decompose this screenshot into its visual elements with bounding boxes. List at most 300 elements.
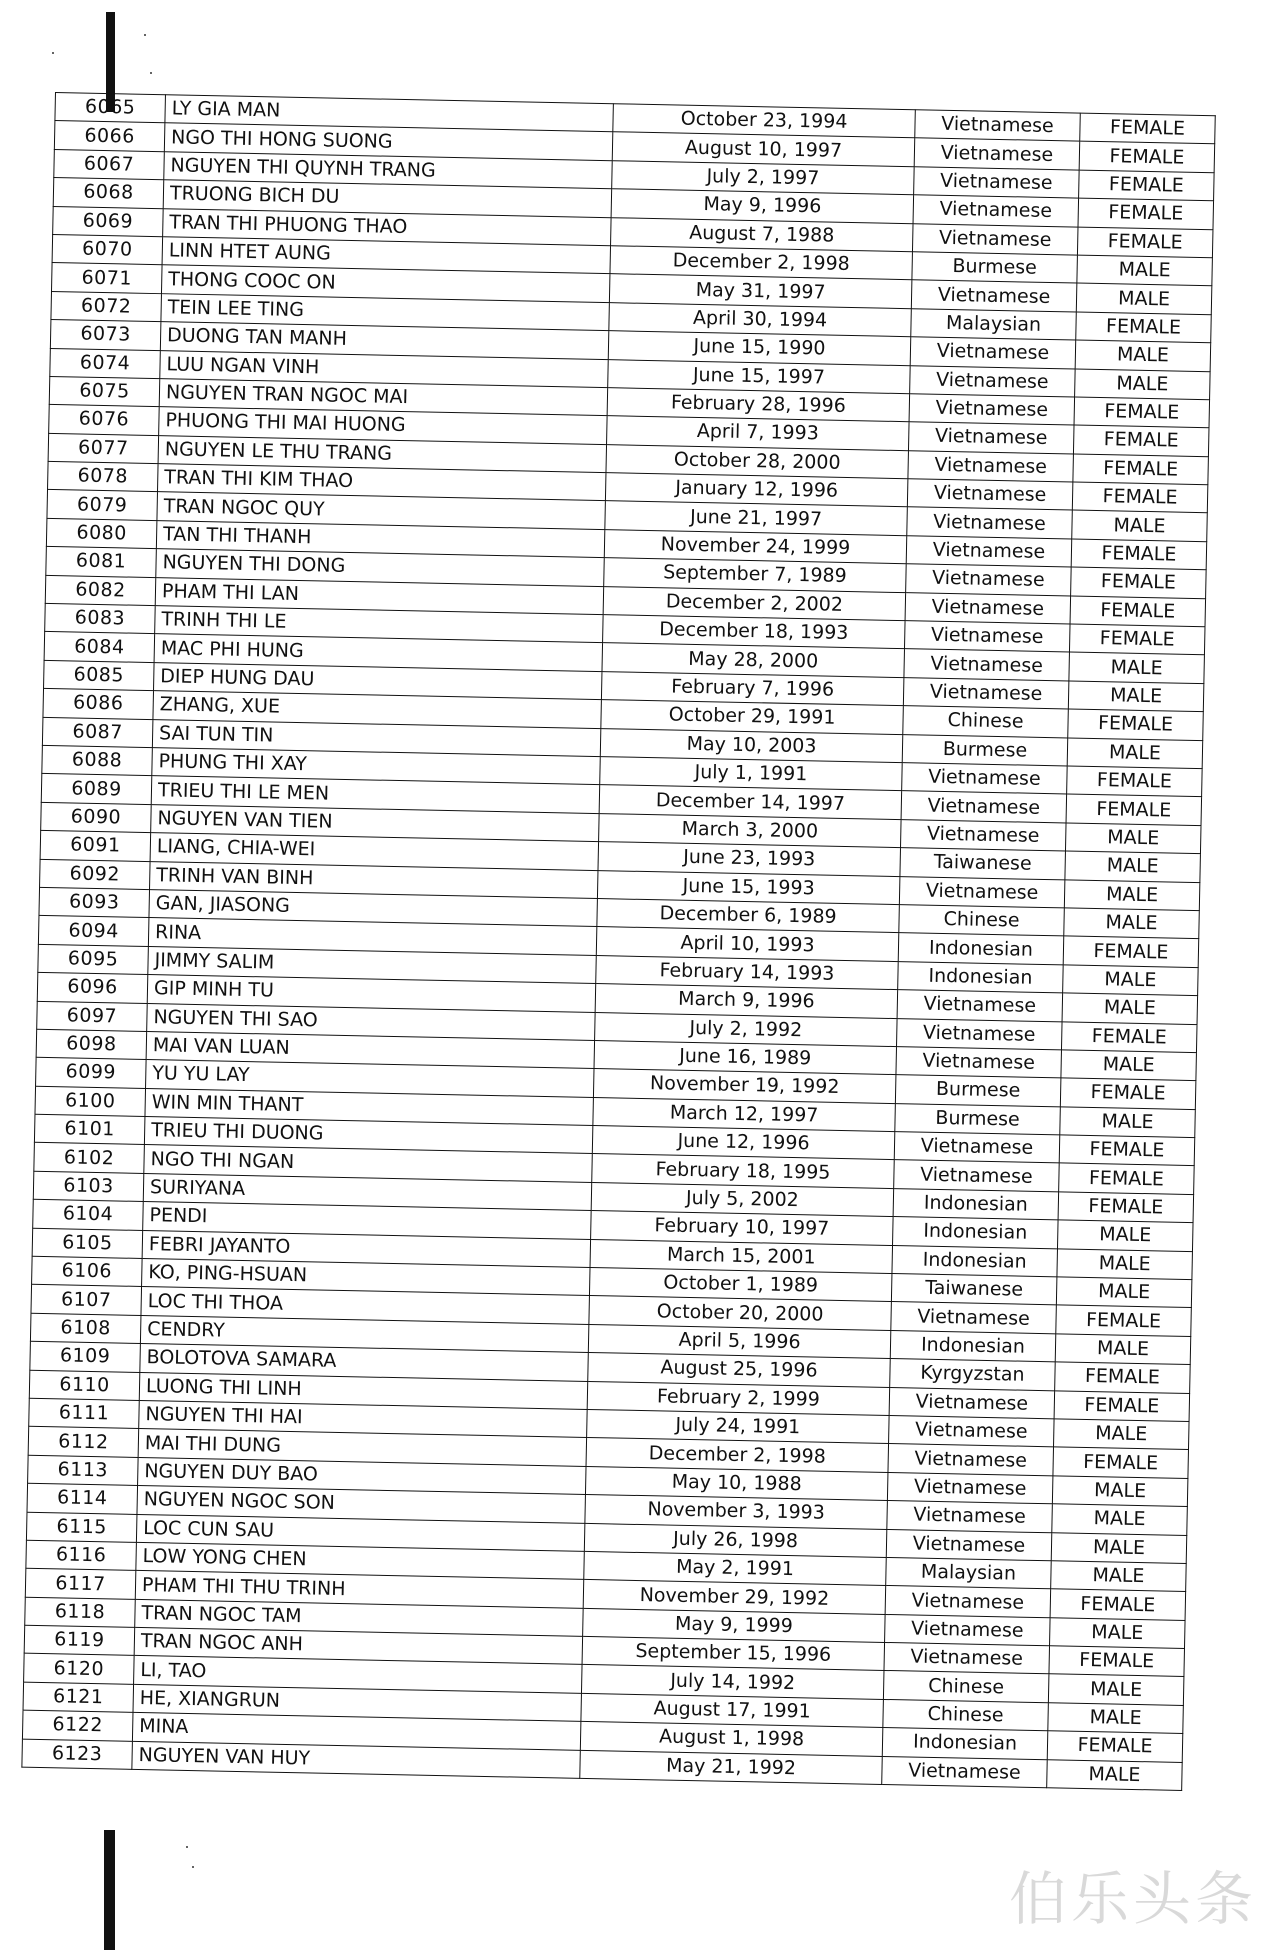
nationality-cell: Chinese: [903, 706, 1069, 738]
sex-cell: MALE: [1062, 993, 1198, 1024]
birth-date-cell: August 1, 1998: [580, 1722, 883, 1756]
person-name-cell: PHAM THI THU TRINH: [135, 1571, 583, 1608]
person-name-cell: TRINH THI LE: [155, 606, 603, 643]
nationality-cell: Indonesian: [898, 961, 1064, 993]
sex-cell: FEMALE: [1047, 1731, 1183, 1762]
sex-cell: FEMALE: [1071, 539, 1207, 570]
person-name-cell: TAN THI THANH: [156, 520, 604, 557]
nationality-cell: Vietnamese: [888, 1444, 1054, 1476]
record-number-cell: 6101: [34, 1114, 145, 1145]
nationality-cell: Vietnamese: [908, 422, 1074, 454]
roster-table-body: [22, 93, 1215, 1791]
birth-date-cell: March 3, 2000: [599, 813, 902, 847]
person-name-cell: NGUYEN VAN TIEN: [151, 804, 599, 841]
record-number-cell: 6110: [29, 1370, 140, 1401]
sex-cell: MALE: [1055, 1334, 1191, 1365]
birth-date-cell: October 29, 1991: [601, 700, 904, 734]
person-name-cell: LUU NGAN VINH: [160, 350, 608, 387]
sex-cell: MALE: [1067, 738, 1203, 769]
person-name-cell: DIEP HUNG DAU: [154, 662, 602, 699]
nationality-cell: Burmese: [912, 252, 1078, 284]
birth-date-cell: November 3, 1993: [585, 1495, 888, 1529]
person-name-cell: TRAN NGOC TAM: [135, 1599, 583, 1636]
birth-date-cell: February 28, 1996: [607, 388, 910, 422]
sex-cell: MALE: [1052, 1476, 1188, 1507]
person-name-cell: TEIN LEE TING: [161, 293, 609, 330]
birth-date-cell: July 26, 1998: [584, 1523, 887, 1557]
person-name-cell: CENDRY: [140, 1315, 588, 1352]
birth-date-cell: December 2, 1998: [610, 246, 913, 280]
nationality-cell: Vietnamese: [886, 1529, 1052, 1561]
nationality-cell: Vietnamese: [904, 649, 1070, 681]
sex-cell: FEMALE: [1068, 709, 1204, 740]
record-number-cell: 6067: [54, 149, 165, 180]
sex-cell: MALE: [1057, 1248, 1193, 1279]
birth-date-cell: November 29, 1992: [583, 1580, 886, 1614]
person-name-cell: NGUYEN THI DONG: [156, 549, 604, 586]
sex-cell: FEMALE: [1053, 1447, 1189, 1478]
record-number-cell: 6073: [50, 320, 161, 351]
sex-cell: FEMALE: [1076, 312, 1212, 343]
record-number-cell: 6071: [52, 263, 163, 294]
person-name-cell: KO, PING-HSUAN: [142, 1258, 590, 1295]
sex-cell: MALE: [1050, 1617, 1186, 1648]
person-name-cell: LOC CUN SAU: [136, 1514, 584, 1551]
record-number-cell: 6095: [38, 944, 149, 975]
birth-date-cell: October 28, 2000: [606, 444, 909, 478]
record-number-cell: 6117: [25, 1569, 136, 1600]
birth-date-cell: July 14, 1992: [581, 1665, 884, 1699]
nationality-cell: Vietnamese: [905, 592, 1071, 624]
sex-cell: FEMALE: [1066, 794, 1202, 825]
nationality-cell: Vietnamese: [906, 536, 1072, 568]
record-number-cell: 6068: [53, 178, 164, 209]
birth-date-cell: February 2, 1999: [587, 1381, 890, 1415]
record-number-cell: 6121: [23, 1682, 134, 1713]
sex-cell: MALE: [1051, 1532, 1187, 1563]
person-name-cell: RINA: [148, 918, 596, 955]
sex-cell: MALE: [1048, 1703, 1184, 1734]
record-number-cell: 6100: [35, 1086, 146, 1117]
nationality-cell: Vietnamese: [912, 223, 1078, 255]
birth-date-cell: May 2, 1991: [584, 1551, 887, 1585]
sex-cell: FEMALE: [1074, 397, 1210, 428]
nationality-cell: Vietnamese: [887, 1501, 1053, 1533]
birth-date-cell: July 1, 1991: [600, 757, 903, 791]
birth-date-cell: June 21, 1997: [605, 501, 908, 535]
person-name-cell: PHAM THI LAN: [155, 577, 603, 614]
birth-date-cell: May 31, 1997: [609, 274, 912, 308]
sex-cell: MALE: [1075, 340, 1211, 371]
person-name-cell: TRAN NGOC ANH: [134, 1628, 582, 1665]
nationality-cell: Vietnamese: [885, 1586, 1051, 1618]
sex-cell: MALE: [1077, 255, 1213, 286]
sex-cell: MALE: [1063, 965, 1199, 996]
birth-date-cell: December 14, 1997: [599, 785, 902, 819]
nationality-cell: Vietnamese: [909, 394, 1075, 426]
birth-date-cell: July 24, 1991: [587, 1409, 890, 1443]
nationality-cell: Vietnamese: [915, 110, 1081, 142]
birth-date-cell: March 9, 1996: [595, 984, 898, 1018]
scan-speck: [186, 1846, 188, 1848]
scan-edge-mark-bottom: [104, 1830, 115, 1950]
person-name-cell: LUONG THI LINH: [139, 1372, 587, 1409]
birth-date-cell: March 12, 1997: [593, 1097, 896, 1131]
record-number-cell: 6085: [44, 660, 155, 691]
birth-date-cell: August 10, 1997: [612, 132, 915, 166]
record-number-cell: 6112: [28, 1427, 139, 1458]
sex-cell: MALE: [1068, 681, 1204, 712]
person-name-cell: TRAN NGOC QUY: [157, 492, 605, 529]
person-name-cell: TRIEU THI DUONG: [144, 1117, 592, 1154]
birth-date-cell: June 23, 1993: [598, 842, 901, 876]
record-number-cell: 6120: [24, 1654, 135, 1685]
record-number-cell: 6079: [47, 490, 158, 521]
sex-cell: FEMALE: [1049, 1646, 1185, 1677]
nationality-cell: Vietnamese: [899, 876, 1065, 908]
scan-speck: [52, 52, 54, 54]
nationality-cell: Burmese: [895, 1075, 1061, 1107]
nationality-cell: Vietnamese: [902, 763, 1068, 795]
person-name-cell: PHUNG THI XAY: [152, 748, 600, 785]
sex-cell: MALE: [1064, 908, 1200, 939]
nationality-cell: Vietnamese: [889, 1387, 1055, 1419]
sex-cell: FEMALE: [1063, 936, 1199, 967]
person-name-cell: MAI THI DUNG: [138, 1429, 586, 1466]
roster-table: [21, 92, 1215, 1791]
person-name-cell: PENDI: [143, 1202, 591, 1239]
sex-cell: FEMALE: [1073, 454, 1209, 485]
sex-cell: FEMALE: [1077, 227, 1213, 258]
nationality-cell: Indonesian: [893, 1188, 1059, 1220]
sex-cell: MALE: [1048, 1674, 1184, 1705]
sex-cell: FEMALE: [1050, 1589, 1186, 1620]
nationality-cell: Indonesian: [890, 1330, 1056, 1362]
sex-cell: MALE: [1060, 1107, 1196, 1138]
person-name-cell: TRIEU THI LE MEN: [151, 776, 599, 813]
nationality-cell: Vietnamese: [885, 1614, 1051, 1646]
birth-date-cell: June 12, 1996: [592, 1126, 895, 1160]
record-number-cell: 6076: [49, 405, 160, 436]
record-number-cell: 6092: [40, 859, 151, 890]
person-name-cell: NGO THI HONG SUONG: [164, 123, 612, 160]
nationality-cell: Vietnamese: [913, 195, 1079, 227]
nationality-cell: Vietnamese: [894, 1160, 1060, 1192]
person-name-cell: NGUYEN VAN HUY: [132, 1741, 580, 1778]
record-number-cell: 6080: [46, 518, 157, 549]
person-name-cell: NGUYEN THI SAO: [147, 1003, 595, 1040]
record-number-cell: 6094: [38, 916, 149, 947]
birth-date-cell: April 30, 1994: [609, 302, 912, 336]
nationality-cell: Vietnamese: [897, 1018, 1063, 1050]
nationality-cell: Vietnamese: [908, 450, 1074, 482]
nationality-cell: Vietnamese: [901, 791, 1067, 823]
nationality-cell: Taiwanese: [900, 848, 1066, 880]
person-name-cell: LOC THI THOA: [141, 1287, 589, 1324]
sex-cell: MALE: [1065, 851, 1201, 882]
sex-cell: FEMALE: [1072, 482, 1208, 513]
sex-cell: FEMALE: [1059, 1163, 1195, 1194]
nationality-cell: Chinese: [883, 1699, 1049, 1731]
nationality-cell: Vietnamese: [907, 507, 1073, 539]
record-number-cell: 6109: [30, 1341, 141, 1372]
sex-cell: MALE: [1057, 1220, 1193, 1251]
sex-cell: FEMALE: [1059, 1135, 1195, 1166]
person-name-cell: LIANG, CHIA-WEI: [150, 833, 598, 870]
scan-speck: [192, 1866, 194, 1868]
birth-date-cell: May 10, 1988: [585, 1466, 888, 1500]
record-number-cell: 6103: [33, 1171, 144, 1202]
record-number-cell: 6123: [22, 1739, 133, 1770]
record-number-cell: 6087: [42, 717, 153, 748]
roster-document: [21, 92, 1214, 1791]
birth-date-cell: May 9, 1996: [611, 189, 914, 223]
nationality-cell: Vietnamese: [903, 677, 1069, 709]
person-name-cell: NGUYEN DUY BAO: [138, 1457, 586, 1494]
person-name-cell: LINN HTET AUNG: [162, 237, 610, 274]
nationality-cell: Burmese: [895, 1103, 1061, 1135]
birth-date-cell: April 10, 1993: [596, 927, 899, 961]
sex-cell: MALE: [1052, 1504, 1188, 1535]
record-number-cell: 6066: [54, 121, 165, 152]
birth-date-cell: July 2, 1992: [595, 1012, 898, 1046]
sex-cell: FEMALE: [1054, 1390, 1190, 1421]
person-name-cell: GIP MINH TU: [147, 975, 595, 1012]
nationality-cell: Malaysian: [911, 308, 1077, 340]
watermark-logo: 伯乐头条: [1008, 1865, 1257, 1933]
nationality-cell: Vietnamese: [884, 1643, 1050, 1675]
sex-cell: MALE: [1064, 879, 1200, 910]
birth-date-cell: November 24, 1999: [604, 529, 907, 563]
birth-date-cell: May 21, 1992: [580, 1750, 883, 1784]
record-number-cell: 6093: [39, 887, 150, 918]
nationality-cell: Vietnamese: [914, 167, 1080, 199]
record-number-cell: 6070: [52, 234, 163, 265]
sex-cell: FEMALE: [1060, 1078, 1196, 1109]
person-name-cell: TRINH VAN BINH: [150, 861, 598, 898]
nationality-cell: Vietnamese: [889, 1415, 1055, 1447]
sex-cell: MALE: [1069, 652, 1205, 683]
birth-date-cell: October 23, 1994: [613, 104, 916, 138]
nationality-cell: Vietnamese: [911, 280, 1077, 312]
birth-date-cell: June 16, 1989: [594, 1040, 897, 1074]
person-name-cell: BOLOTOVA SAMARA: [140, 1344, 588, 1381]
record-number-cell: 6091: [40, 831, 151, 862]
birth-date-cell: December 2, 2002: [603, 586, 906, 620]
person-name-cell: YU YU LAY: [146, 1060, 594, 1097]
nationality-cell: Taiwanese: [891, 1274, 1057, 1306]
sex-cell: FEMALE: [1070, 596, 1206, 627]
record-number-cell: 6111: [29, 1398, 140, 1429]
person-name-cell: DUONG TAN MANH: [160, 322, 608, 359]
record-number-cell: 6077: [48, 433, 159, 464]
nationality-cell: Vietnamese: [894, 1132, 1060, 1164]
record-number-cell: 6104: [33, 1200, 144, 1231]
birth-date-cell: June 15, 1990: [608, 331, 911, 365]
nationality-cell: Vietnamese: [910, 365, 1076, 397]
person-name-cell: MAC PHI HUNG: [154, 634, 602, 671]
sex-cell: FEMALE: [1080, 113, 1216, 144]
person-name-cell: LI, TAO: [134, 1656, 582, 1693]
record-number-cell: 6105: [32, 1228, 143, 1259]
record-number-cell: 6108: [30, 1313, 141, 1344]
nationality-cell: Vietnamese: [914, 138, 1080, 170]
birth-date-cell: March 15, 2001: [590, 1239, 893, 1273]
person-name-cell: HE, XIANGRUN: [133, 1684, 581, 1721]
sex-cell: FEMALE: [1067, 766, 1203, 797]
birth-date-cell: April 5, 1996: [588, 1324, 891, 1358]
nationality-cell: Vietnamese: [882, 1756, 1048, 1788]
person-name-cell: SAI TUN TIN: [152, 719, 600, 756]
birth-date-cell: April 7, 1993: [607, 416, 910, 450]
birth-date-cell: January 12, 1996: [605, 473, 908, 507]
scan-speck: [144, 34, 146, 36]
sex-cell: MALE: [1047, 1759, 1183, 1790]
record-number-cell: 6097: [37, 1001, 148, 1032]
person-name-cell: SURIYANA: [143, 1173, 591, 1210]
nationality-cell: Burmese: [902, 734, 1068, 766]
nationality-cell: Vietnamese: [910, 337, 1076, 369]
record-number-cell: 6096: [37, 972, 148, 1003]
birth-date-cell: December 6, 1989: [597, 898, 900, 932]
record-number-cell: 6075: [49, 376, 160, 407]
nationality-cell: Vietnamese: [901, 819, 1067, 851]
birth-date-cell: February 7, 1996: [601, 671, 904, 705]
sex-cell: MALE: [1051, 1561, 1187, 1592]
record-number-cell: 6107: [31, 1285, 142, 1316]
nationality-cell: Vietnamese: [891, 1302, 1057, 1334]
record-number-cell: 6102: [34, 1143, 145, 1174]
person-name-cell: MAI VAN LUAN: [146, 1031, 594, 1068]
nationality-cell: Vietnamese: [906, 564, 1072, 596]
record-number-cell: 6089: [41, 774, 152, 805]
sex-cell: MALE: [1054, 1419, 1190, 1450]
nationality-cell: Vietnamese: [897, 990, 1063, 1022]
person-name-cell: WIN MIN THANT: [145, 1088, 593, 1125]
sex-cell: FEMALE: [1056, 1305, 1192, 1336]
birth-date-cell: December 18, 1993: [603, 615, 906, 649]
person-name-cell: NGO THI NGAN: [144, 1145, 592, 1182]
birth-date-cell: October 20, 2000: [589, 1296, 892, 1330]
sex-cell: MALE: [1072, 510, 1208, 541]
nationality-cell: Vietnamese: [904, 621, 1070, 653]
record-number-cell: 6113: [28, 1455, 139, 1486]
sex-cell: FEMALE: [1055, 1362, 1191, 1393]
record-number-cell: 6115: [26, 1512, 137, 1543]
record-number-cell: 6086: [43, 689, 154, 720]
nationality-cell: Vietnamese: [887, 1472, 1053, 1504]
person-name-cell: GAN, JIASONG: [149, 889, 597, 926]
birth-date-cell: June 15, 1997: [608, 359, 911, 393]
person-name-cell: TRUONG BICH DU: [163, 180, 611, 217]
record-number-cell: 6116: [26, 1540, 137, 1571]
nationality-cell: Chinese: [883, 1671, 1049, 1703]
record-number-cell: 6081: [46, 547, 157, 578]
record-number-cell: 6090: [41, 802, 152, 833]
sex-cell: FEMALE: [1079, 170, 1215, 201]
sex-cell: MALE: [1061, 1050, 1197, 1081]
sex-cell: FEMALE: [1061, 1021, 1197, 1052]
person-name-cell: NGUYEN TRAN NGOC MAI: [159, 379, 607, 416]
person-name-cell: NGUYEN LE THU TRANG: [158, 435, 606, 472]
birth-date-cell: June 15, 1993: [597, 870, 900, 904]
person-name-cell: FEBRI JAYANTO: [142, 1230, 590, 1267]
birth-date-cell: August 25, 1996: [588, 1353, 891, 1387]
person-name-cell: NGUYEN THI HAI: [139, 1400, 587, 1437]
nationality-cell: Indonesian: [892, 1245, 1058, 1277]
person-name-cell: ZHANG, XUE: [153, 691, 601, 728]
person-name-cell: TRAN THI PHUONG THAO: [163, 208, 611, 245]
birth-date-cell: December 2, 1998: [586, 1438, 889, 1472]
birth-date-cell: February 14, 1993: [596, 955, 899, 989]
sex-cell: MALE: [1065, 823, 1201, 854]
person-name-cell: LOW YONG CHEN: [136, 1542, 584, 1579]
nationality-cell: Indonesian: [898, 933, 1064, 965]
birth-date-cell: February 18, 1995: [592, 1154, 895, 1188]
record-number-cell: 6099: [36, 1058, 147, 1089]
record-number-cell: 6082: [45, 575, 156, 606]
nationality-cell: Kyrgyzstan: [890, 1359, 1056, 1391]
birth-date-cell: August 17, 1991: [581, 1693, 884, 1727]
sex-cell: FEMALE: [1073, 425, 1209, 456]
sex-cell: FEMALE: [1079, 141, 1215, 172]
record-number-cell: 6098: [36, 1029, 147, 1060]
nationality-cell: Chinese: [899, 905, 1065, 937]
nationality-cell: Indonesian: [882, 1728, 1048, 1760]
birth-date-cell: May 28, 2000: [602, 643, 905, 677]
record-number-cell: 6074: [50, 348, 161, 379]
record-number-cell: 6072: [51, 291, 162, 322]
birth-date-cell: September 15, 1996: [582, 1636, 885, 1670]
record-number-cell: 6118: [25, 1597, 136, 1628]
record-number-cell: 6083: [45, 603, 156, 634]
sex-cell: MALE: [1076, 283, 1212, 314]
sex-cell: FEMALE: [1071, 567, 1207, 598]
birth-date-cell: July 5, 2002: [591, 1182, 894, 1216]
person-name-cell: NGUYEN NGOC SON: [137, 1486, 585, 1523]
birth-date-cell: August 7, 1988: [611, 217, 914, 251]
person-name-cell: MINA: [132, 1713, 580, 1750]
scan-speck: [150, 72, 152, 74]
birth-date-cell: February 10, 1997: [591, 1211, 894, 1245]
record-number-cell: 6088: [42, 745, 153, 776]
birth-date-cell: May 10, 2003: [600, 728, 903, 762]
birth-date-cell: October 1, 1989: [589, 1267, 892, 1301]
record-number-cell: 6119: [24, 1625, 135, 1656]
birth-date-cell: May 9, 1999: [583, 1608, 886, 1642]
record-number-cell: 6078: [48, 462, 159, 493]
birth-date-cell: November 19, 1992: [593, 1069, 896, 1103]
record-number-cell: 6122: [22, 1710, 133, 1741]
nationality-cell: Malaysian: [886, 1557, 1052, 1589]
birth-date-cell: July 2, 1997: [612, 160, 915, 194]
person-name-cell: TRAN THI KIM THAO: [157, 464, 605, 501]
record-number-cell: 6114: [27, 1483, 138, 1514]
person-name-cell: THONG COOC ON: [161, 265, 609, 302]
nationality-cell: Vietnamese: [896, 1046, 1062, 1078]
nationality-cell: Vietnamese: [907, 479, 1073, 511]
person-name-cell: PHUONG THI MAI HUONG: [159, 407, 607, 444]
person-name-cell: JIMMY SALIM: [148, 946, 596, 983]
birth-date-cell: September 7, 1989: [604, 558, 907, 592]
sex-cell: FEMALE: [1069, 624, 1205, 655]
record-number-cell: 6069: [53, 206, 164, 237]
sex-cell: FEMALE: [1078, 198, 1214, 229]
nationality-cell: Indonesian: [893, 1217, 1059, 1249]
sex-cell: FEMALE: [1058, 1192, 1194, 1223]
sex-cell: MALE: [1056, 1277, 1192, 1308]
person-name-cell: LY GIA MAN: [165, 95, 613, 132]
